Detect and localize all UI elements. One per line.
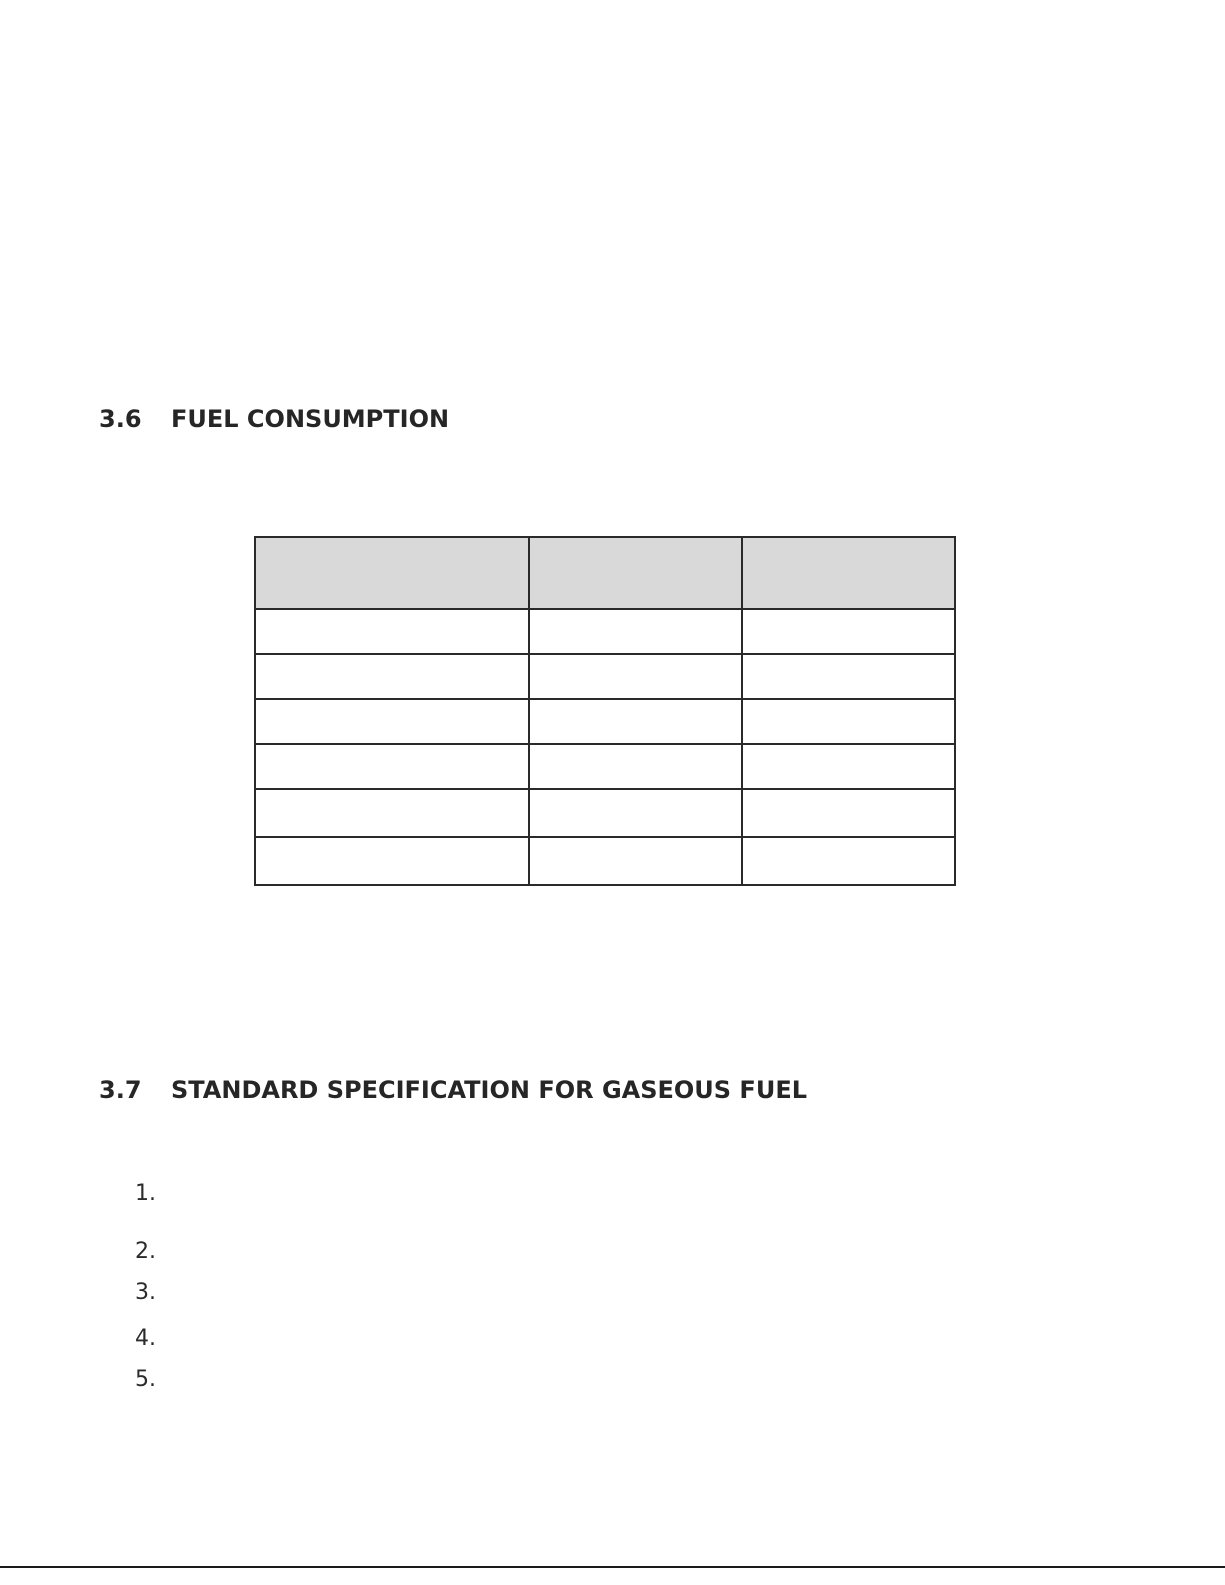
- list-item-number: 1.: [135, 1181, 156, 1206]
- list-item-number: 5.: [135, 1367, 156, 1392]
- list-item: [135, 1181, 175, 1206]
- table-cell: [529, 609, 742, 654]
- section-number: 3.6: [99, 405, 142, 433]
- table-cell: [255, 837, 529, 885]
- list-item: [135, 1239, 175, 1264]
- table-header-row: [255, 537, 955, 609]
- table-cell: [742, 609, 955, 654]
- table-cell: [529, 837, 742, 885]
- table-cell: [255, 789, 529, 837]
- section-title: STANDARD SPECIFICATION FOR GASEOUS FUEL: [171, 1076, 807, 1104]
- table-cell: [529, 654, 742, 699]
- table-cell: [529, 789, 742, 837]
- list-item: [135, 1280, 175, 1305]
- page-bottom-rule: [0, 1566, 1225, 1568]
- list-item-number: 4.: [135, 1326, 156, 1351]
- section-3-7-heading: [99, 1075, 807, 1105]
- list-item: [135, 1367, 175, 1392]
- table-row: [255, 609, 955, 654]
- table-cell: [742, 744, 955, 789]
- table-cell: [742, 789, 955, 837]
- section-3-6-heading: [99, 404, 449, 434]
- table-header-cell: [742, 537, 955, 609]
- table-row: [255, 837, 955, 885]
- table-cell: [742, 837, 955, 885]
- table-row: [255, 744, 955, 789]
- list-item-number: 2.: [135, 1239, 156, 1264]
- section-title: FUEL CONSUMPTION: [171, 405, 450, 433]
- list-item: [135, 1326, 175, 1351]
- table-cell: [742, 699, 955, 744]
- table-row: [255, 789, 955, 837]
- table-cell: [529, 699, 742, 744]
- section-number: 3.7: [99, 1076, 142, 1104]
- table-header-cell: [529, 537, 742, 609]
- table-cell: [255, 654, 529, 699]
- table-cell: [255, 609, 529, 654]
- table-cell: [255, 744, 529, 789]
- table-row: [255, 699, 955, 744]
- table-cell: [255, 699, 529, 744]
- fuel-consumption-table: [254, 536, 956, 886]
- table-cell: [529, 744, 742, 789]
- table-cell: [742, 654, 955, 699]
- table-row: [255, 654, 955, 699]
- list-item-number: 3.: [135, 1280, 156, 1305]
- table-header-cell: [255, 537, 529, 609]
